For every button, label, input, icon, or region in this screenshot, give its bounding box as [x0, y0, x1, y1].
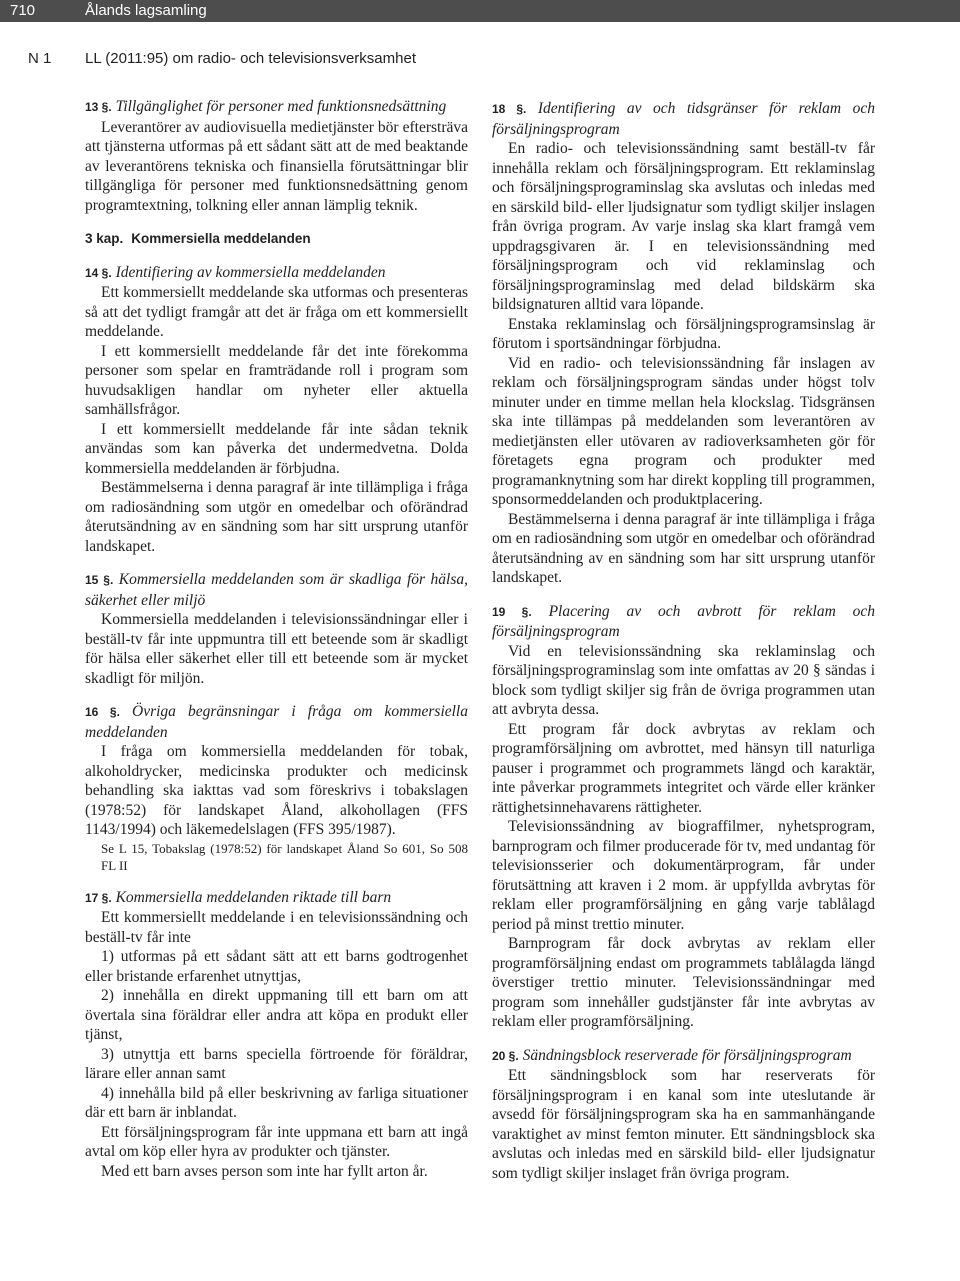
section-title: Identifiering av kommersiella meddelanden	[115, 263, 386, 281]
section-heading	[85, 263, 468, 284]
paragraph: Ett program får dock avbrytas av reklam och programförsäljning om avbrottet, med hänsyn till naturliga pauser i programmet och programmets längd och karaktär, inte påverkar programmets integritet och värde eller kränker rättighetsinnehavarens rättigheter.	[492, 720, 875, 816]
section-15	[85, 570, 468, 688]
section-heading	[492, 99, 875, 139]
list-item: 2) innehålla en direkt uppmaning till ett barn om att övertala sina föräldrar eller andra att köpa en produkt eller tjänst,	[85, 987, 468, 1043]
section-18	[492, 99, 875, 588]
paragraph: Vid en televisionssändning ska reklaminslag och försäljningsprograminslag som inte omfattas av 20 § sändas i block som tydligt skiljer sig från de övriga programmen utan att avbryta dessa.	[492, 642, 875, 718]
section-heading	[85, 97, 468, 118]
section-title: Tillgänglighet för personer med funktionsnedsättning	[115, 98, 447, 115]
section-16	[85, 702, 468, 874]
section-number: 13 §.	[85, 100, 112, 114]
list-item: 1) utformas på ett sådant sätt att ett barns godtrogenhet eller bristande erfarenhet utnyttjas,	[85, 948, 468, 985]
section-heading	[85, 702, 468, 742]
paragraph: Ett kommersiellt meddelande ska utformas och presenteras så att det tydligt framgår att det är fråga om ett kommersiellt meddelande.	[85, 284, 468, 340]
section-14	[85, 263, 468, 557]
paragraph: Vid en radio- och televisionssändning får inslagen av reklam och försäljningsprogram sändas under högst tolv minuter under en timme mellan hela klockslag. Tidsgränsen ska inte tillämpas på meddelanden som leverantören av medietjänsten eller utövaren av radioverksamheten gör för företagets egna program och produkter med programanknytning som har direkt koppling till programmen, sponsormeddelanden och produktplacering.	[492, 354, 875, 508]
section-heading	[492, 602, 875, 642]
section-title: Sändningsblock reserverade för försäljningsprogram	[522, 1046, 852, 1064]
paragraph: En radio- och televisionssändning samt beställ-tv får innehålla reklam och försäljningsprogram. Ett reklaminslag och försäljningsprograminslag ska avslutas och inledas med en särskild bild- eller ljudsignatur som tydligt skiljer inslagen från övriga program. Av varje inslag ska klart framgå vem uppdragsgivaren är. I en televisionssändning med försäljningsprogram och vid reklaminslag och försäljningsprograminslag med delad bildskärm ska bildsignaturen alltid vara löpande.	[492, 140, 875, 313]
section-20	[492, 1046, 875, 1184]
paragraph: Televisionssändning av biograffilmer, nyhetsprogram, barnprogram och filmer producerade för tv, med undantag för televisionsserier och dokumentärprogram, får under förutsättning att kraven i 2 mom. är uppfyllda avbrytas för reklam eller programförsäljning en gång varje tablålagd period på minst trettio minuter.	[492, 818, 875, 933]
chapter-heading	[85, 229, 468, 249]
section-number: 16 §.	[85, 705, 120, 719]
paragraph: Med ett barn avses person som inte har fyllt arton år.	[101, 1162, 428, 1180]
section-19	[492, 602, 875, 1032]
right-column	[492, 99, 875, 1197]
section-number: 19 §.	[492, 604, 532, 619]
collection-title: Ålands lagsamling	[85, 2, 207, 19]
paragraph: Ett kommersiellt meddelande i en televisionssändning och beställ-tv får inte	[85, 909, 468, 946]
paragraph: Ett sändningsblock som har reserverats för försäljningsprogram i en kanal som inte uteslutande är avsedd för försäljningsprogram ska ha en sammanhängande varaktighet av minst femton minuter. Ett sändningsblock ska avslutas och inledas med en särskild bild- eller ljudsignatur som tydligt skiljer inslaget från övriga program.	[492, 1067, 875, 1182]
paragraph: Leverantörer av audiovisuella medietjänster bör eftersträva att tjänsterna utformas på ett sådant sätt att de med beaktande av leverantörens tekniska och finansiella förutsättningar blir tillgängliga för personer med funktionsnedsättning genom programtextning, tolkning eller annan lämplig teknik.	[85, 118, 468, 214]
list-item: 4) innehålla bild på eller beskrivning av farliga situationer där ett barn är inblandat.	[85, 1084, 468, 1121]
section-title: Övriga begränsningar i fråga om kommersiella meddelanden	[85, 703, 468, 741]
section-heading	[85, 570, 468, 610]
section-heading	[85, 888, 468, 909]
list-item: 3) utnyttja ett barns speciella förtroende för föräldrar, lärare eller annan samt	[85, 1045, 468, 1082]
section-number: 14 §.	[85, 265, 112, 280]
chapter-title: Kommersiella meddelanden	[131, 231, 311, 246]
section-title: Kommersiella meddelanden som är skadliga för hälsa, säkerhet eller miljö	[85, 571, 468, 609]
left-column	[85, 97, 468, 1195]
law-title: LL (2011:95) om radio- och televisionsverksamhet	[85, 50, 416, 67]
page-number: 710	[10, 2, 36, 19]
section-number: 18 §.	[492, 102, 527, 116]
section-number: 15 §.	[85, 573, 114, 587]
section-title: Placering av och avbrott för reklam och försäljningsprogram	[492, 602, 876, 640]
section-number: 17 §.	[85, 890, 112, 905]
paragraph: Bestämmelserna i denna paragraf är inte tillämpliga i fråga om en radiosändning som utgör en omedelbar och oförändrad återutsändning av en sändning som har sitt ursprung utanför landskapet.	[492, 510, 875, 586]
paragraph: I ett kommersiellt meddelande får det inte förekomma personer som spelar en framträdande roll i program som huvudsakligen handlar om nyheter eller aktuella samhällsfrågor.	[85, 342, 468, 418]
section-title: Kommersiella meddelanden riktade till barn	[115, 888, 392, 906]
section-13	[85, 97, 468, 215]
paragraph: Ett försäljningsprogram får inte uppmana ett barn att ingå avtal om köp eller hyra av produkter och tjänster.	[85, 1123, 468, 1160]
page-header-bar	[0, 0, 960, 22]
section-title: Identifiering av och tidsgränser för reklam och försäljningsprogram	[492, 100, 875, 138]
paragraph: I ett kommersiellt meddelande får inte sådan teknik användas som kan påverka det undermedvetna. Dolda kommersiella meddelanden är förbjudna.	[85, 420, 468, 477]
paragraph: I fråga om kommersiella meddelanden för tobak, alkoholdrycker, medicinska produkter och medicinsk behandling ska iakttas vad som föreskrivs i tobakslagen (1978:52) för landskapet Åland, alkohollagen (FFS 1143/1994) och läkemedelslagen (FFS 395/1987).	[85, 743, 468, 838]
paragraph: Enstaka reklaminslag och försäljningsprogramsinslag är förutom i sportsändningar förbjudna.	[492, 315, 875, 352]
chapter-number: 3 kap.	[85, 231, 124, 246]
paragraph: Barnprogram får dock avbrytas av reklam eller programförsäljning endast om programmets tablålagda längd överstiger trettio minuter. Televisionssändningar med program som innehåller gudstjänster får inte avbrytas av reklam eller programförsäljning.	[492, 935, 875, 1030]
paragraph: Bestämmelserna i denna paragraf är inte tillämpliga i fråga om radiosändning som utgör en omedelbar och oförändrad återutsändning av en sändning som har sitt ursprung utanför landskapet.	[85, 479, 468, 555]
paragraph: Kommersiella meddelanden i televisionssändningar eller i beställ-tv får inte uppmuntra till ett beteende som är skadligt för hälsa eller säkerhet eller till ett beteende som är mycket skadligt för miljön.	[85, 611, 468, 687]
section-heading	[492, 1046, 875, 1067]
section-code: N 1	[28, 50, 52, 67]
section-17	[85, 888, 468, 1182]
section-number: 20 §.	[492, 1048, 519, 1063]
reference-note: Se L 15, Tobakslag (1978:52) för landskapet Åland So 601, So 508 FL II	[101, 840, 468, 873]
